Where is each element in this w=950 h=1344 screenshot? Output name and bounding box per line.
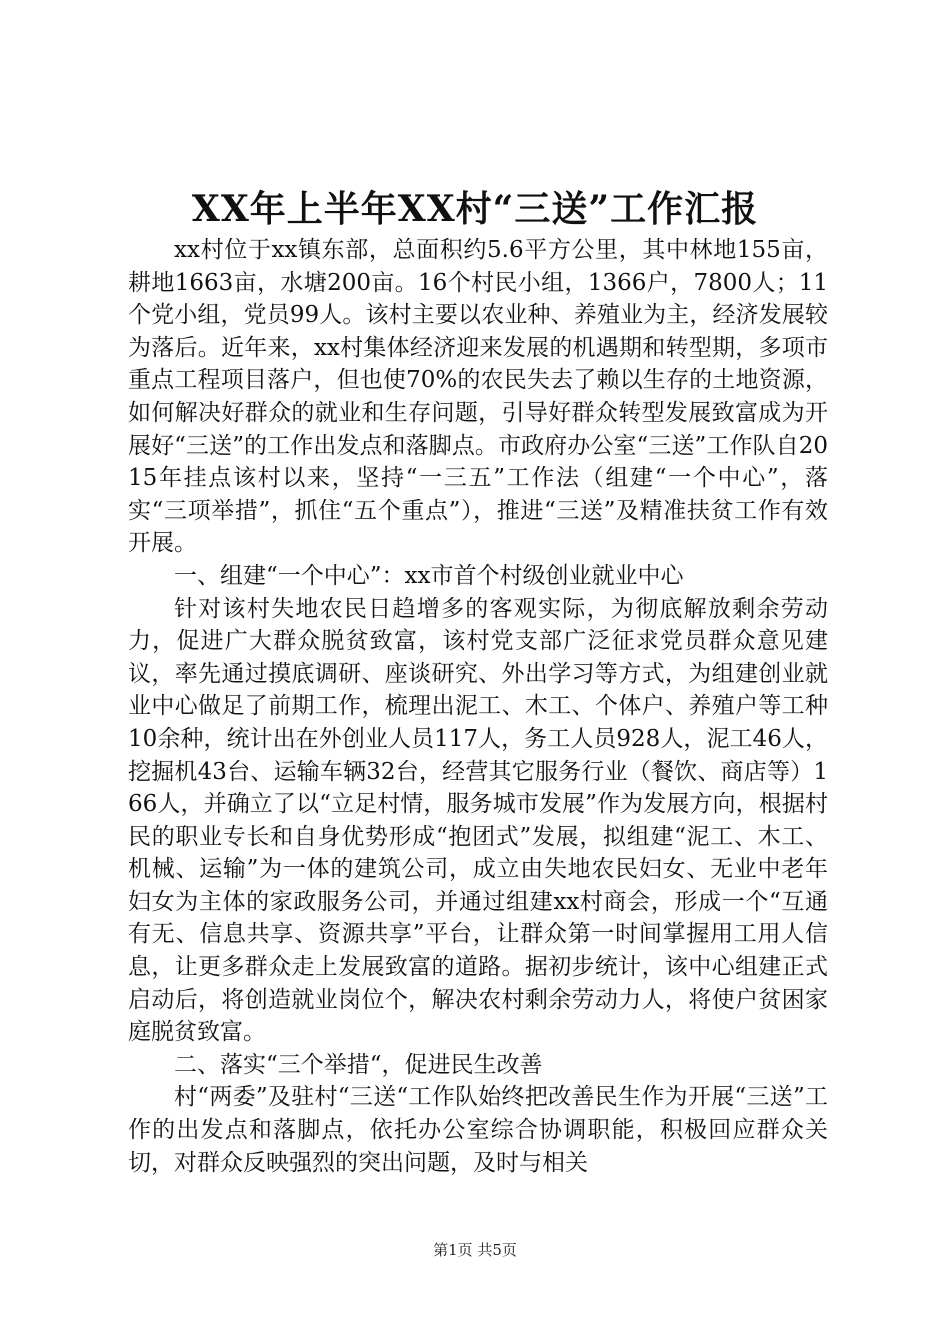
section-heading-1: 一、组建“一个中心”：xx市首个村级创业就业中心: [174, 562, 684, 589]
page-footer: 第1页 共5页: [433, 1241, 517, 1259]
intro-paragraph: xx村位于xx镇东部，总面积约5.6平方公里，其中林地155亩，耕地1663亩，水塘200亩。16个村民小组，1366户，7800人；11个党小组，党员99人。该村主要以农业种、养殖业为主，经济发展较为落后。近年来，xx村集体经济迎来发展的机遇期和转型期，多项市重点工程项目落户，但也使70%的农民失去了赖以生存的土地资源，如何解决好群众的就业和生存问题，引导好群众转型发展致富成为开展好“三送”的工作出发点和落脚点。市政府办公室“三送”工作队自2015年挂点该村以来，坚持“一三五”工作法（组建“一个中心”，落实“三项举措”，抓住“五个重点”），推进“三送”及精准扶贫工作有效开展。: [128, 237, 828, 557]
document-title: XX年上半年XX村“三送”工作汇报: [191, 188, 759, 230]
section-heading-2: 二、落实“三个举措“，促进民生改善: [174, 1051, 543, 1078]
document-body: [128, 234, 828, 1179]
section-2-paragraph: 村“两委”及驻村“三送“工作队始终把改善民生作为开展“三送”工作的出发点和落脚点，依托办公室综合协调职能，积极回应群众关切，对群众反映强烈的突出问题，及时与相关: [128, 1084, 828, 1176]
section-1-paragraph: 针对该村失地农民日趋增多的客观实际，为彻底解放剩余劳动力，促进广大群众脱贫致富，该村党支部广泛征求党员群众意见建议，率先通过摸底调研、座谈研究、外出学习等方式，为组建创业就业中心做足了前期工作，梳理出泥工、木工、个体户、养殖户等工种10余种，统计出在外创业人员117人，务工人员928人，泥工46人，挖掘机43台、运输车辆32台，经营其它服务行业（餐饮、商店等）166人，并确立了以“立足村情，服务城市发展”作为发展方向，根据村民的职业专长和自身优势形成“抱团式”发展，拟组建“泥工、木工、机械、运输”为一体的建筑公司，成立由失地农民妇女、无业中老年妇女为主体的家政服务公司，并通过组建xx村商会，形成一个“互通有无、信息共享、资源共享”平台，让群众第一时间掌握用工用人信息，让更多群众走上发展致富的道路。据初步统计，该中心组建正式启动后，将创造就业岗位个，解决农村剩余劳动力人，将使户贫困家庭脱贫致富。: [128, 595, 828, 1046]
